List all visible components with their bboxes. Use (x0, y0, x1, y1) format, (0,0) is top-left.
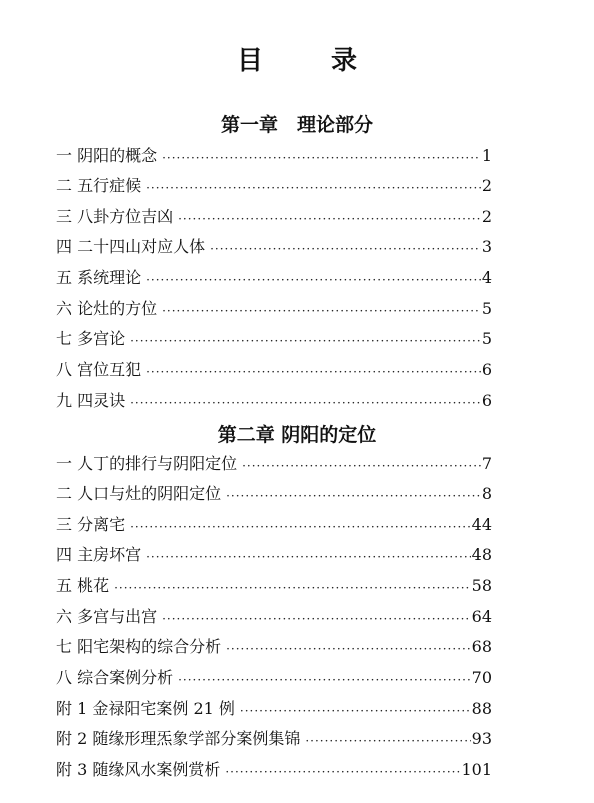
toc-entry-page: 5 (481, 299, 492, 318)
dot-leader (130, 519, 471, 535)
toc-entry-label: 二 五行症候 (56, 176, 142, 195)
toc-entry-label: 八 综合案例分析 (56, 668, 174, 687)
toc-entry-label: 五 系统理论 (56, 268, 142, 287)
toc-entry-page: 2 (481, 176, 492, 195)
toc-entry-label: 三 分离宅 (56, 515, 126, 534)
dot-leader (178, 672, 471, 688)
toc-entry-page: 6 (481, 360, 492, 379)
dot-leader (130, 395, 481, 411)
toc-entry-page: 70 (471, 668, 492, 687)
toc-entry-page: 2 (481, 207, 492, 226)
dot-leader (226, 641, 471, 657)
toc-entry-label: 四 主房坏宫 (56, 545, 142, 564)
toc-entry[interactable] (56, 293, 492, 319)
toc-entry-label: 附 2 随缘形理炁象学部分案例集锦 (56, 729, 301, 748)
dot-leader (210, 241, 481, 257)
toc-entry[interactable] (56, 354, 492, 380)
toc-entry-label: 二 人口与灶的阴阳定位 (56, 484, 222, 503)
page-title: 目录 (236, 46, 425, 76)
toc-entry[interactable] (56, 448, 492, 474)
toc-entry-label: 三 八卦方位吉凶 (56, 207, 174, 226)
dot-leader (162, 303, 481, 319)
dot-leader (240, 703, 471, 719)
toc-entry-page: 1 (481, 146, 492, 165)
toc-entry-page: 44 (471, 515, 492, 534)
toc-entry[interactable] (56, 262, 492, 288)
toc-entry[interactable] (56, 723, 492, 749)
toc-entry-label: 七 多宫论 (56, 329, 126, 348)
dot-leader (114, 580, 471, 596)
toc-entry-page: 64 (471, 607, 492, 626)
toc-entry[interactable] (56, 570, 492, 596)
toc-entry-page: 93 (471, 729, 492, 748)
toc-entry[interactable] (56, 170, 492, 196)
toc-entry-page: 68 (471, 637, 492, 656)
toc-entry-label: 六 论灶的方位 (56, 299, 158, 318)
dot-leader (146, 272, 481, 288)
toc-entry[interactable] (56, 539, 492, 565)
toc-entry[interactable] (56, 323, 492, 349)
toc-entry-label: 七 阳宅架构的综合分析 (56, 637, 222, 656)
dot-leader (242, 458, 481, 474)
toc-entry-label: 八 宫位互犯 (56, 360, 142, 379)
chapter-2-heading: 第二章 阴阳的定位 (217, 424, 377, 446)
toc-entry-page: 7 (481, 454, 492, 473)
dot-leader (130, 333, 481, 349)
toc-entry-page: 4 (481, 268, 492, 287)
toc-entry-page: 5 (481, 329, 492, 348)
toc-entry-label: 六 多宫与出宫 (56, 607, 158, 626)
dot-leader (162, 611, 471, 627)
toc-entry-label: 五 桃花 (56, 576, 110, 595)
toc-entry-label: 九 四灵诀 (56, 391, 126, 410)
toc-entry[interactable] (56, 140, 492, 166)
toc-entry-page: 88 (471, 699, 492, 718)
toc-entry-label: 一 阴阳的概念 (56, 146, 158, 165)
toc-entry[interactable] (56, 754, 492, 780)
toc-entry[interactable] (56, 231, 492, 257)
dot-leader (225, 764, 460, 780)
dot-leader (162, 150, 481, 166)
toc-entry-page: 6 (481, 391, 492, 410)
toc-entry-label: 附 1 金禄阳宅案例 21 例 (56, 699, 235, 718)
toc-entry[interactable] (56, 478, 492, 504)
chapter-1-heading: 第一章 理论部分 (220, 114, 373, 136)
dot-leader (178, 211, 481, 227)
dot-leader (305, 733, 470, 749)
dot-leader (146, 549, 471, 565)
toc-entry-label: 一 人丁的排行与阴阳定位 (56, 454, 238, 473)
toc-entry-label: 四 二十四山对应人体 (56, 237, 206, 256)
dot-leader (146, 180, 481, 196)
toc-entry-page: 48 (471, 545, 492, 564)
toc-entry[interactable] (56, 509, 492, 535)
toc-entry[interactable] (56, 601, 492, 627)
dot-leader (146, 364, 481, 380)
toc-entry[interactable] (56, 631, 492, 657)
toc-entry-page: 58 (471, 576, 492, 595)
toc-entry[interactable] (56, 201, 492, 227)
toc-entry[interactable] (56, 662, 492, 688)
toc-entry[interactable] (56, 693, 492, 719)
toc-entry-page: 8 (481, 484, 492, 503)
toc-entry-page: 101 (461, 760, 492, 779)
toc-entry-label: 附 3 随缘风水案例赏析 (56, 760, 221, 779)
toc-entry-page: 3 (481, 237, 492, 256)
dot-leader (226, 488, 481, 504)
toc-entry[interactable] (56, 385, 492, 411)
